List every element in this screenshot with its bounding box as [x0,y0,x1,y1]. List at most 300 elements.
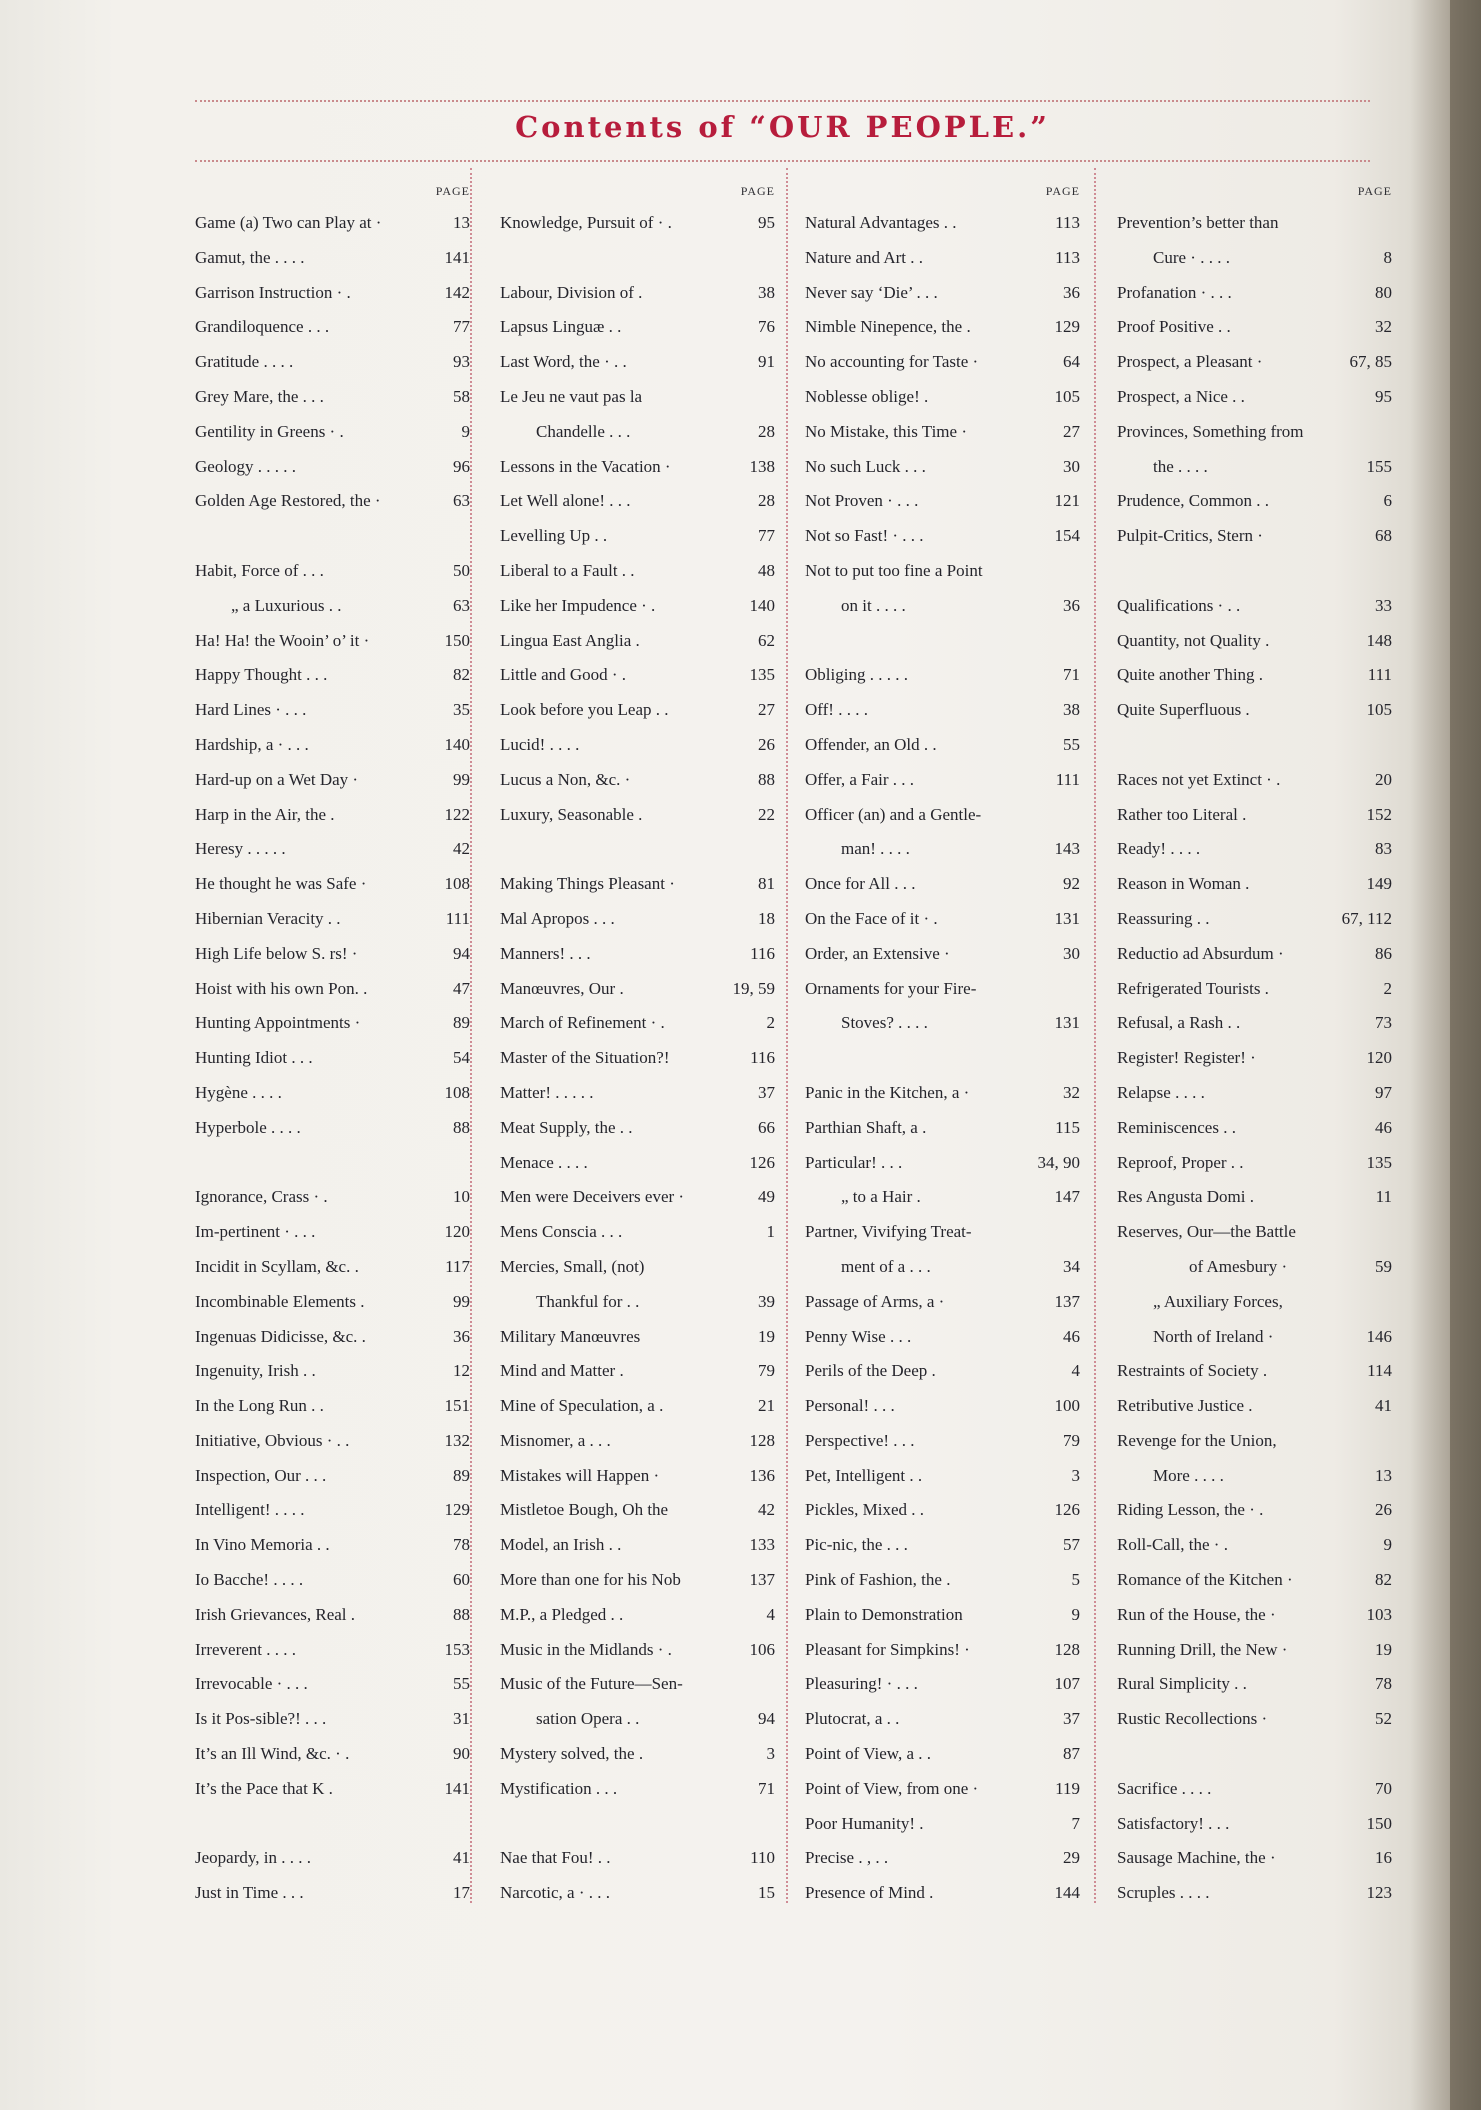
entry-page-number: 133 [749,1535,775,1555]
index-entry [500,972,785,1007]
entry-title: Thankful for . . [536,1291,640,1311]
entry-title: Let Well alone! . . . [500,491,631,511]
index-entry [805,1320,1090,1355]
entry-page-number: 143 [1054,839,1080,859]
entry-page-number: 9 [1383,1535,1392,1555]
entry-title: Once for All . . . [805,874,916,894]
index-entry [805,902,1090,937]
entry-title: Presence of Mind . [805,1883,934,1903]
index-entry [500,1737,785,1772]
index-entry [1117,450,1402,485]
entry-page-number: 151 [444,1396,470,1416]
entry-page-number: 116 [750,1048,775,1068]
index-entry [805,1667,1090,1702]
entry-page-number: 146 [1366,1326,1392,1346]
entry-page-number: 55 [1063,734,1080,754]
entry-page-number: 32 [1375,317,1392,337]
entry-page-number: 12 [453,1361,470,1381]
entry-list [195,206,480,1911]
index-entry [500,1146,785,1181]
index-entry [195,867,480,902]
entry-page-number: 62 [758,630,775,650]
index-entry [805,1006,1090,1041]
entry-page-number: 87 [1063,1744,1080,1764]
entry-title: Obliging . . . . . [805,665,908,685]
index-entry [805,1633,1090,1668]
index-entry [1117,1702,1402,1737]
entry-title: Irish Grievances, Real . [195,1604,356,1624]
entry-page-number: 150 [1366,1813,1392,1833]
index-entry [805,380,1090,415]
index-entry [805,937,1090,972]
index-entry [1117,276,1402,311]
entry-page-number: 77 [453,317,470,337]
entry-page-number: 9 [1071,1604,1080,1624]
entry-title: Music in the Midlands · . [500,1639,672,1659]
index-entry [500,937,785,972]
index-entry [1117,1876,1402,1911]
entry-title: March of Refinement · . [500,1013,665,1033]
entry-title: Last Word, the · . . [500,352,627,372]
entry-title: Reserves, Our—the Battle [1117,1222,1296,1242]
entry-title: Rustic Recollections · [1117,1709,1268,1729]
entry-title: In Vino Memoria . . [195,1535,330,1555]
entry-title: Nature and Art . . [805,247,924,267]
entry-page-number: 67, 112 [1341,908,1392,928]
entry-page-number: 15 [758,1883,775,1903]
index-entry [500,1807,785,1842]
index-entry [1117,345,1402,380]
index-entry [500,1702,785,1737]
index-entry [1117,1320,1402,1355]
index-entry [1117,1633,1402,1668]
entry-page-number: 28 [758,491,775,511]
index-entry [1117,902,1402,937]
entry-title: Ignorance, Crass · . [195,1187,328,1207]
entry-page-number: 36 [1063,282,1080,302]
index-entry [500,206,785,241]
index-entry [1117,1354,1402,1389]
entry-title: More than one for his Nob [500,1570,681,1590]
index-entry [195,1667,480,1702]
index-entry [195,380,480,415]
entry-page-number: 60 [453,1570,470,1590]
index-entry [805,1146,1090,1181]
entry-title: „ to a Hair . [841,1187,921,1207]
index-entry [195,1807,480,1842]
entry-title: Mal Apropos . . . [500,908,615,928]
entry-title: Provinces, Something from [1117,421,1304,441]
index-entry [195,1563,480,1598]
index-entry [1117,1737,1402,1772]
index-entry [195,519,480,554]
index-entry [805,241,1090,276]
entry-title: Retributive Justice . [1117,1396,1253,1416]
index-entry [805,345,1090,380]
entry-page-number: 126 [749,1152,775,1172]
index-entry [500,867,785,902]
index-entry [500,1772,785,1807]
entry-title: Golden Age Restored, the · [195,491,381,511]
entry-title: Mistletoe Bough, Oh the [500,1500,669,1520]
entry-page-number: 95 [758,213,775,232]
index-entry [500,798,785,833]
entry-title: Prospect, a Nice . . [1117,386,1245,406]
index-entry [195,693,480,728]
index-entry [500,728,785,763]
entry-page-number: 142 [444,282,470,302]
entry-page-number: 129 [444,1500,470,1520]
entry-page-number: 137 [749,1570,775,1590]
entry-page-number: 26 [758,734,775,754]
entry-page-number: 34 [1063,1256,1080,1276]
index-entry [195,1876,480,1911]
entry-page-number: 47 [453,978,470,998]
entry-page-number: 149 [1366,874,1392,894]
index-entry [500,1250,785,1285]
entry-title: Little and Good · . [500,665,627,685]
entry-page-number: 140 [749,595,775,615]
index-entry [1117,1493,1402,1528]
index-entry [195,798,480,833]
index-entry [500,1667,785,1702]
entry-title: Never say ‘Die’ . . . [805,282,938,302]
index-entry [195,832,480,867]
index-entry [1117,763,1402,798]
entry-page-number: 59 [1375,1256,1392,1276]
entry-page-number: 52 [1375,1709,1392,1729]
entry-title: Proof Positive . . [1117,317,1231,337]
entry-title: Reproof, Proper . . [1117,1152,1244,1172]
entry-page-number: 107 [1054,1674,1080,1694]
entry-page-number: 117 [445,1256,470,1276]
entry-title: Men were Deceivers ever · [500,1187,685,1207]
entry-title: Making Things Pleasant · [500,874,675,894]
entry-title: Initiative, Obvious · . . [195,1430,350,1450]
entry-title: Noblesse oblige! . [805,386,929,406]
entry-page-number: 108 [444,1082,470,1102]
index-entry [195,902,480,937]
entry-title: Revenge for the Union, [1117,1430,1277,1450]
entry-title: Mine of Speculation, a . [500,1396,664,1416]
page-title: Contents of “OUR PEOPLE.” [515,110,1050,144]
entry-title: Passage of Arms, a · [805,1291,945,1311]
index-entry [195,937,480,972]
index-entry [500,415,785,450]
index-entry [195,1041,480,1076]
entry-page-number: 4 [1071,1361,1080,1381]
index-entry [1117,1180,1402,1215]
entry-page-number: 30 [1063,456,1080,476]
page-column-heading: PAGE [740,184,775,198]
entry-title: Manœuvres, Our . [500,978,624,998]
entry-page-number: 94 [758,1709,775,1729]
entry-title: Prospect, a Pleasant · [1117,352,1263,372]
entry-title: Not to put too fine a Point [805,560,983,580]
index-entry [805,1737,1090,1772]
entry-page-number: 79 [758,1361,775,1381]
entry-title: of Amesbury · [1189,1256,1288,1276]
entry-page-number: 92 [1063,874,1080,894]
index-entry [500,1006,785,1041]
entry-page-number: 55 [453,1674,470,1694]
index-entry [805,972,1090,1007]
entry-page-number: 10 [453,1187,470,1207]
entry-page-number: 122 [444,804,470,824]
index-entry [500,310,785,345]
entry-page-number: 32 [1063,1082,1080,1102]
entry-title: Hibernian Veracity . . [195,908,341,928]
entry-title: Not so Fast! · . . . [805,526,924,546]
index-entry [195,1424,480,1459]
index-entry [195,1459,480,1494]
entry-page-number: 140 [444,734,470,754]
entry-title: Military Manœuvres [500,1326,641,1346]
entry-page-number: 38 [758,282,775,302]
index-entry [195,1111,480,1146]
entry-page-number: 18 [758,908,775,928]
entry-title: Look before you Leap . . [500,700,669,720]
entry-title: Relapse . . . . [1117,1082,1205,1102]
entry-title: It’s the Pace that K . [195,1778,333,1798]
entry-title: Reassuring . . [1117,908,1210,928]
entry-title: Lingua East Anglia . [500,630,640,650]
entry-title: Register! Register! · [1117,1048,1256,1068]
index-entry [805,1563,1090,1598]
entry-page-number: 116 [750,943,775,963]
entry-title: Personal! . . . [805,1396,895,1416]
index-entry [1117,1528,1402,1563]
entry-page-number: 30 [1063,943,1080,963]
index-entry [805,1807,1090,1842]
entry-page-number: 66 [758,1117,775,1137]
entry-page-number: 120 [1366,1048,1392,1068]
entry-title: Misnomer, a . . . [500,1430,611,1450]
entry-title: Incidit in Scyllam, &c. . [195,1256,359,1276]
entry-list [805,206,1090,1911]
index-entry [500,589,785,624]
entry-page-number: 96 [453,456,470,476]
index-entry [500,276,785,311]
entry-page-number: 131 [1054,1013,1080,1033]
entry-title: Parthian Shaft, a . [805,1117,927,1137]
entry-page-number: 22 [758,804,775,824]
entry-title: Grey Mare, the . . . [195,386,324,406]
entry-title: Poor Humanity! . [805,1813,924,1833]
header-rule-bottom [195,160,1370,162]
entry-title: Plutocrat, a . . [805,1709,900,1729]
entry-title: Scruples . . . . [1117,1883,1210,1903]
index-entry [805,1702,1090,1737]
entry-title: Particular! . . . [805,1152,903,1172]
entry-page-number: 105 [1054,386,1080,406]
entry-title: Reminiscences . . [1117,1117,1236,1137]
index-entry [500,1354,785,1389]
entry-title: Matter! . . . . . [500,1082,594,1102]
entry-page-number: 141 [444,247,470,267]
entry-title: Hunting Appointments · [195,1013,361,1033]
index-entry [195,1180,480,1215]
index-entry [500,380,785,415]
index-entry [195,1598,480,1633]
entry-title: Just in Time . . . [195,1883,304,1903]
entry-title: Pic-nic, the . . . [805,1535,908,1555]
entry-title: Luxury, Seasonable . [500,804,643,824]
entry-page-number: 26 [1375,1500,1392,1520]
entry-title: Satisfactory! . . . [1117,1813,1230,1833]
entry-page-number: 19 [758,1326,775,1346]
entry-page-number: 95 [1375,386,1392,406]
index-entry [500,484,785,519]
entry-page-number: 103 [1366,1604,1392,1624]
entry-title: Mind and Matter . [500,1361,624,1381]
entry-title: Hardship, a · . . . [195,734,309,754]
entry-page-number: 137 [1054,1291,1080,1311]
entry-page-number: 78 [1375,1674,1392,1694]
entry-title: Ingenuity, Irish . . [195,1361,316,1381]
index-entry [805,1493,1090,1528]
entry-page-number: 113 [1055,247,1080,267]
entry-page-number: 126 [1054,1500,1080,1520]
index-entry [1117,1146,1402,1181]
entry-title: Heresy . . . . . [195,839,286,859]
entry-title: Order, an Extensive · [805,943,950,963]
entry-page-number: 34, 90 [1037,1152,1080,1172]
index-entry [1117,241,1402,276]
index-entry [195,1320,480,1355]
index-entry [805,415,1090,450]
entry-page-number: 6 [1383,491,1392,511]
index-entry [500,1041,785,1076]
index-entry [805,1389,1090,1424]
index-entry [1117,1215,1402,1250]
index-entry [805,519,1090,554]
entry-title: Gamut, the . . . . [195,247,305,267]
entry-page-number: 76 [758,317,775,337]
index-entry [195,1493,480,1528]
entry-page-number: 110 [750,1848,775,1868]
entry-page-number: 21 [758,1396,775,1416]
entry-title: Pleasuring! · . . . [805,1674,918,1694]
index-entry [500,1180,785,1215]
index-entry [195,1006,480,1041]
index-entry [500,1215,785,1250]
entry-title: Rather too Literal . [1117,804,1247,824]
index-entry [500,1076,785,1111]
entry-page-number: 108 [444,874,470,894]
entry-page-number: 1 [766,1222,775,1242]
index-entry [1117,1807,1402,1842]
entry-page-number: 89 [453,1013,470,1033]
index-entry [500,832,785,867]
index-column-4 [1117,180,1402,1920]
index-entry [805,276,1090,311]
index-entry [500,1111,785,1146]
entry-page-number: 16 [1375,1848,1392,1868]
index-entry [500,519,785,554]
entry-title: Prevention’s better than [1117,213,1279,232]
index-entry [805,763,1090,798]
entry-page-number: 97 [1375,1082,1392,1102]
index-entry [1117,1389,1402,1424]
index-entry [195,658,480,693]
entry-page-number: 46 [1063,1326,1080,1346]
entry-page-number: 99 [453,1291,470,1311]
entry-title: Romance of the Kitchen · [1117,1570,1293,1590]
index-entry [195,1737,480,1772]
entry-title: Liberal to a Fault . . [500,560,635,580]
entry-page-number: 147 [1054,1187,1080,1207]
index-entry [1117,206,1402,241]
index-entry [805,1041,1090,1076]
index-entry [1117,589,1402,624]
entry-page-number: 54 [453,1048,470,1068]
index-entry [195,624,480,659]
entry-page-number: 77 [758,526,775,546]
index-entry [500,1285,785,1320]
entry-page-number: 128 [749,1430,775,1450]
entry-title: Mens Conscia . . . [500,1222,623,1242]
index-entry [805,1459,1090,1494]
index-entry [1117,1667,1402,1702]
entry-title: More . . . . [1153,1465,1224,1485]
entry-title: Hyperbole . . . . [195,1117,301,1137]
entry-page-number: 135 [1366,1152,1392,1172]
entry-title: Grandiloquence . . . [195,317,330,337]
entry-title: Gentility in Greens · . [195,421,344,441]
entry-title: No Mistake, this Time · [805,421,967,441]
index-entry [805,1076,1090,1111]
entry-page-number: 37 [1063,1709,1080,1729]
entry-title: Hard Lines · . . . [195,700,307,720]
index-entry [500,1459,785,1494]
entry-title: Music of the Future—Sen- [500,1674,683,1694]
index-entry [195,1076,480,1111]
entry-page-number: 19 [1375,1639,1392,1659]
index-entry [500,1598,785,1633]
entry-page-number: 138 [749,456,775,476]
entry-page-number: 141 [444,1778,470,1798]
index-entry [805,1285,1090,1320]
entry-title: Perspective! . . . [805,1430,915,1450]
entry-title: on it . . . . [841,595,906,615]
entry-page-number: 13 [453,213,470,232]
entry-title: He thought he was Safe · [195,874,367,894]
entry-title: Lessons in the Vacation · [500,456,671,476]
entry-title: Reason in Woman . [1117,874,1250,894]
entry-title: „ a Luxurious . . [231,595,342,615]
index-entry [500,658,785,693]
entry-page-number: 148 [1366,630,1392,650]
entry-page-number: 36 [1063,595,1080,615]
entry-title: Garrison Instruction · . [195,282,351,302]
entry-title: Sacrifice . . . . [1117,1778,1212,1798]
index-entry [1117,972,1402,1007]
entry-page-number: 155 [1366,456,1392,476]
entry-title: Off! . . . . [805,700,868,720]
entry-page-number: 57 [1063,1535,1080,1555]
header-rule-top [195,100,1370,102]
entry-page-number: 41 [1375,1396,1392,1416]
entry-title: Is it Pos-sible?! . . . [195,1709,327,1729]
entry-title: Offender, an Old . . [805,734,937,754]
entry-page-number: 3 [766,1744,775,1764]
entry-title: Like her Impudence · . [500,595,656,615]
entry-page-number: 120 [444,1222,470,1242]
entry-title: Menace . . . . [500,1152,588,1172]
index-entry [195,310,480,345]
entry-page-number: 27 [1063,421,1080,441]
